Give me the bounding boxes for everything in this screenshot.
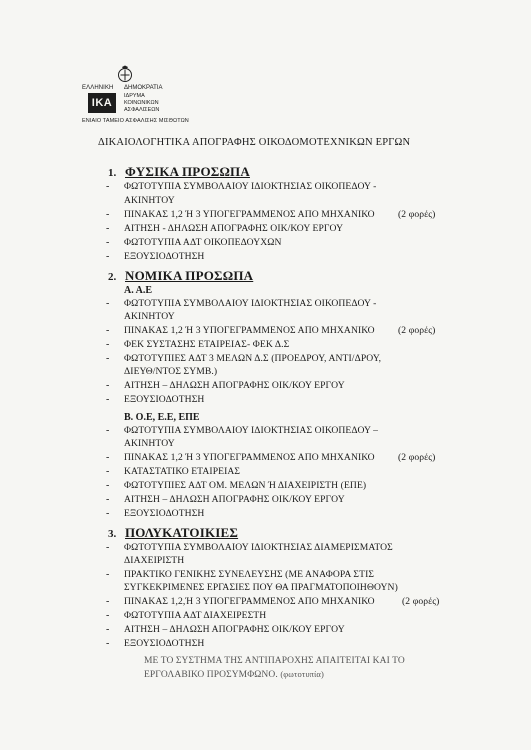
list-item: ΦΩΤΟΤΥΠΙΑ ΣΥΜΒΟΛΑΙΟΥ ΙΔΙΟΚΤΗΣΙΑΣ ΟΙΚΟΠΕΔΟΥ - [124, 181, 377, 192]
list-dash: - [106, 181, 110, 192]
list-dash: - [106, 209, 110, 220]
list-item-continuation: ΑΚΙΝΗΤΟΥ [124, 195, 175, 206]
ika-logo-mark: ΙΚΑ [88, 93, 116, 113]
logo-footer: ΕΝΙΑΙΟ ΤΑΜΕΙΟ ΑΣΦΑΛΙΣΗΣ ΜΙΣΘΩΤΩΝ [82, 118, 189, 124]
section-title: ΦΥΣΙΚΑ ΠΡΟΣΩΠΑ [125, 164, 250, 179]
list-item: ΑΙΤΗΣΗ – ΔΗΛΩΣΗ ΑΠΟΓΡΑΦΗΣ ΟΙΚ/ΚΟΥ ΕΡΓΟΥ [124, 624, 345, 635]
footnote-note: (φωτοτυπία) [280, 669, 324, 679]
list-item: ΑΙΤΗΣΗ – ΔΗΛΩΣΗ ΑΠΟΓΡΑΦΗΣ ΟΙΚ/ΚΟΥ ΕΡΓΟΥ [124, 494, 345, 505]
list-dash: - [106, 380, 110, 391]
list-dash: - [106, 596, 110, 607]
list-item: ΦΩΤΟΤΥΠΙΑ ΣΥΜΒΟΛΑΙΟΥ ΙΔΙΟΚΤΗΣΙΑΣ ΟΙΚΟΠΕΔΟΥ – [124, 425, 379, 436]
list-dash: - [106, 237, 110, 248]
list-dash: - [106, 466, 110, 477]
list-item-continuation: ΔΙΕΥΘ/ΝΤΟΣ ΣΥΜΒ.) [124, 366, 218, 377]
list-item: ΦΩΤΟΤΥΠΙΑ ΣΥΜΒΟΛΑΙΟΥ ΙΔΙΟΚΤΗΣΙΑΣ ΔΙΑΜΕΡΙΣΜΑΤΟΣ [124, 542, 393, 553]
section-number: 2. [108, 271, 117, 283]
section-number: 3. [108, 528, 117, 540]
list-dash: - [106, 339, 110, 350]
logo-org-line: ΑΣΦΑΛΙΣΕΩΝ [124, 107, 160, 113]
logo-org-line: ΙΔΡΥΜΑ [124, 93, 145, 99]
footnote-line [144, 669, 324, 680]
greek-emblem-icon [117, 65, 133, 83]
subsection-title: Β. Ο.Ε, Ε.Ε, ΕΠΕ [124, 412, 200, 423]
subsection-title: Α. Α.Ε [124, 285, 153, 296]
list-item: ΦΩΤΟΤΥΠΙΕΣ ΑΔΤ ΟΜ. ΜΕΛΩΝ Ή ΔΙΑΧΕΙΡΙΣΤΗ (ΕΠΕ) [124, 480, 367, 491]
list-item-continuation: ΑΚΙΝΗΤΟΥ [124, 438, 175, 449]
list-dash: - [106, 480, 110, 491]
list-item: ΠΡΑΚΤΙΚΟ ΓΕΝΙΚΗΣ ΣΥΝΕΛΕΥΣΗΣ (ΜΕ ΑΝΑΦΟΡΑ ΣΤΙΣ [124, 569, 375, 580]
list-dash: - [106, 223, 110, 234]
list-item: ΕΞΟΥΣΙΟΔΟΤΗΣΗ [124, 394, 205, 405]
list-item: ΚΑΤΑΣΤΑΤΙΚΟ ΕΤΑΙΡΕΙΑΣ [124, 466, 241, 477]
list-item: ΑΙΤΗΣΗ - ΔΗΛΩΣΗ ΑΠΟΓΡΑΦΗΣ ΟΙΚ/ΚΟΥ ΕΡΓΟΥ [124, 223, 344, 234]
list-dash: - [106, 508, 110, 519]
list-dash: - [106, 624, 110, 635]
list-item: ΠΙΝΑΚΑΣ 1,2 Ή 3 ΥΠΟΓΕΓΡΑΜΜΕΝΟΣ ΑΠΟ ΜΗΧΑΝΙΚΟ [124, 209, 375, 220]
list-dash: - [106, 394, 110, 405]
list-dash: - [106, 542, 110, 553]
list-dash: - [106, 298, 110, 309]
list-item: ΠΙΝΑΚΑΣ 1,2,Ή 3 ΥΠΟΓΕΓΡΑΜΜΕΝΟΣ ΑΠΟ ΜΗΧΑΝΙΚΟ [124, 596, 375, 607]
list-item: ΕΞΟΥΣΙΟΔΟΤΗΣΗ [124, 638, 205, 649]
list-item: ΦΩΤΟΤΥΠΙΑ ΣΥΜΒΟΛΑΙΟΥ ΙΔΙΟΚΤΗΣΙΑΣ ΟΙΚΟΠΕΔΟΥ - [124, 298, 377, 309]
ika-logo [82, 62, 194, 124]
footnote-line: ΜΕ ΤΟ ΣΥΣΤΗΜΑ ΤΗΣ ΑΝΤΙΠΑΡΟΧΗΣ ΑΠΑΙΤΕΙΤΑΙ ΚΑΙ ΤΟ [144, 656, 405, 666]
list-item-continuation: ΔΙΑΧΕΙΡΙΣΤΗ [124, 555, 185, 566]
list-item: ΑΙΤΗΣΗ – ΔΗΛΩΣΗ ΑΠΟΓΡΑΦΗΣ ΟΙΚ/ΚΟΥ ΕΡΓΟΥ [124, 380, 345, 391]
list-item: ΦΩΤΟΤΥΠΙΑ ΑΔΤ ΔΙΑΧΕΙΡΕΣΤΗ [124, 610, 267, 621]
list-item-continuation: ΑΚΙΝΗΤΟΥ [124, 311, 175, 322]
document-title: ΔΙΚΑΙΟΛΟΓΗΤΙΚΑ ΑΠΟΓΡΑΦΗΣ ΟΙΚΟΔΟΜΟΤΕΧΝΙΚΩΝ ΕΡΓΩΝ [98, 137, 411, 148]
list-item-continuation: ΣΥΓΚΕΚΡΙΜΕΝΕΣ ΕΡΓΑΣΙΕΣ ΠΟΥ ΘΑ ΠΡΑΓΜΑΤΟΠΟΙΗΘΟΥΝ) [124, 582, 398, 593]
logo-country-left: ΕΛΛΗΝΙΚΗ [82, 85, 114, 91]
section-title: ΠΟΛΥΚΑΤΟΙΚΙΕΣ [125, 525, 239, 540]
list-item: ΠΙΝΑΚΑΣ 1,2 Ή 3 ΥΠΟΓΕΓΡΑΜΜΕΝΟΣ ΑΠΟ ΜΗΧΑΝΙΚΟ [124, 452, 375, 463]
list-item: ΕΞΟΥΣΙΟΔΟΤΗΣΗ [124, 508, 205, 519]
list-dash: - [106, 353, 110, 364]
list-dash: - [106, 452, 110, 463]
list-item: ΠΙΝΑΚΑΣ 1,2 Ή 3 ΥΠΟΓΕΓΡΑΜΜΕΝΟΣ ΑΠΟ ΜΗΧΑΝΙΚΟ [124, 325, 375, 336]
list-item: ΦΩΤΟΤΥΠΙΕΣ ΑΔΤ 3 ΜΕΛΩΝ Δ.Σ (ΠΡΟΕΔΡΟΥ, ΑΝΤΙ/ΔΡΟΥ, [124, 353, 382, 364]
list-dash: - [106, 494, 110, 505]
list-dash: - [106, 251, 110, 262]
footnote-text: ΕΡΓΟΛΑΒΙΚΟ ΠΡΟΣΥΜΦΩΝΟ. [144, 670, 278, 680]
list-item: ΦΕΚ ΣΥΣΤΑΣΗΣ ΕΤΑΙΡΕΙΑΣ- ΦΕΚ Δ.Σ [124, 339, 290, 350]
list-item: ΕΞΟΥΣΙΟΔΟΤΗΣΗ [124, 251, 205, 262]
logo-org-line: ΚΟΙΝΩΝΙΚΩΝ [124, 100, 159, 106]
list-item-note: (2 φορές) [398, 452, 436, 463]
list-item-note: (2 φορές) [398, 209, 436, 220]
section-number: 1. [108, 167, 117, 179]
logo-country-right: ΔΗΜΟΚΡΑΤΙΑ [124, 85, 163, 91]
list-dash: - [106, 638, 110, 649]
list-item-note: (2 φορές) [402, 596, 440, 607]
list-dash: - [106, 569, 110, 580]
list-item-note: (2 φορές) [398, 325, 436, 336]
list-dash: - [106, 325, 110, 336]
list-dash: - [106, 425, 110, 436]
list-dash: - [106, 610, 110, 621]
list-item: ΦΩΤΟΤΥΠΙΑ ΑΔΤ ΟΙΚΟΠΕΔΟΥΧΩΝ [124, 237, 282, 248]
section-title: ΝΟΜΙΚΑ ΠΡΟΣΩΠΑ [125, 268, 254, 283]
